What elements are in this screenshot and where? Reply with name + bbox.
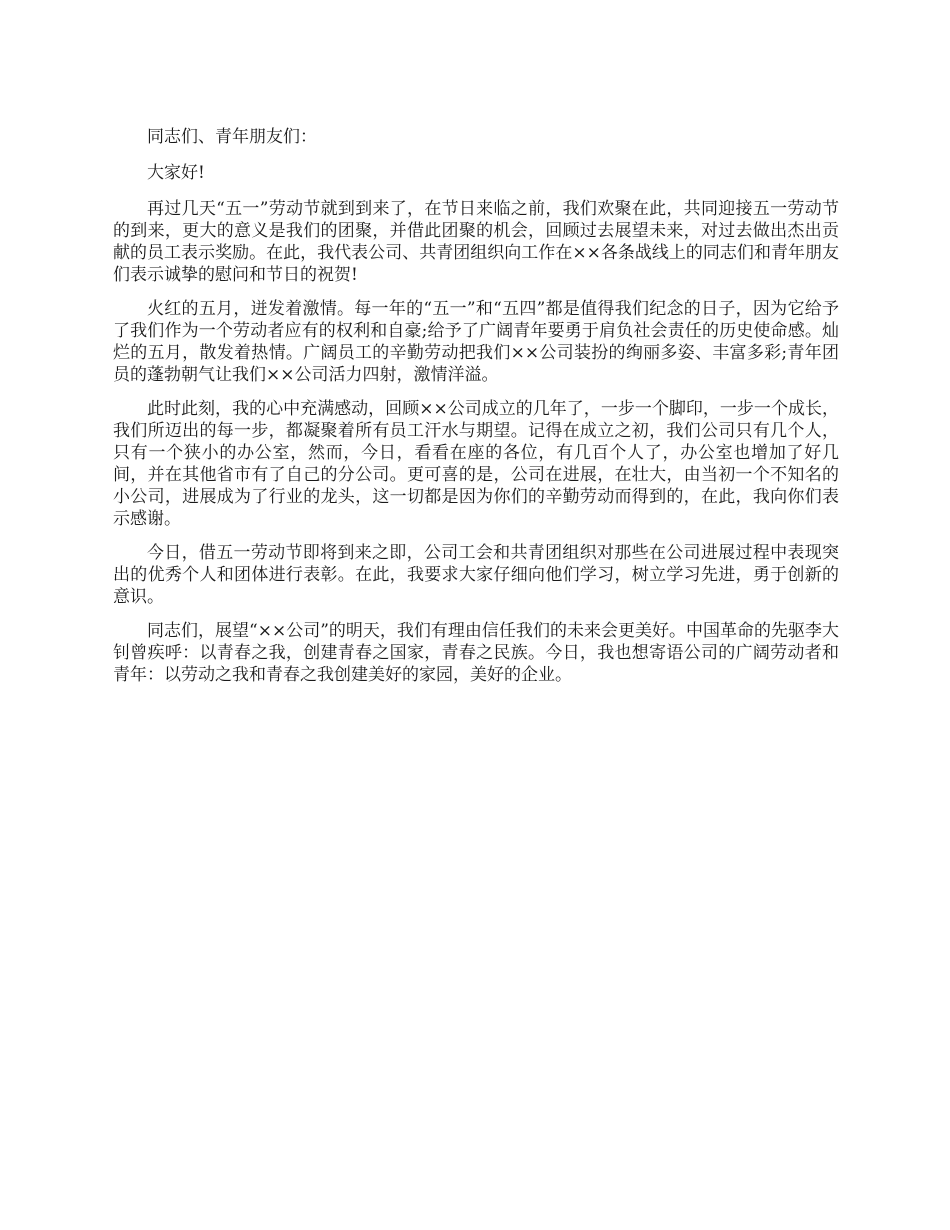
paragraph-closing: 同志们，展望“××公司”的明天，我们有理由信任我们的未来会更美好。中国革命的先驱李大钊曾疾呼：以青春之我，创建青春之国家，青春之民族。今日，我也想寄语公司的广阔劳动者和青年：以劳动之我和青春之我创建美好的家园，美好的企业。: [113, 621, 839, 685]
paragraph-commendation: 今日，借五一劳动节即将到来之即，公司工会和共青团组织对那些在公司进展过程中表现突出的优秀个人和团体进行表彰。在此，我要求大家仔细向他们学习，树立学习先进，勇于创新的意识。: [113, 543, 839, 607]
paragraph-holiday-intro: 再过几天“五一”劳动节就到到来了，在节日来临之前，我们欢聚在此，共同迎接五一劳动节的到来，更大的意义是我们的团聚，并借此团聚的机会，回顾过去展望未来，对过去做出杰出贡献的员工表示奖励。在此，我代表公司、共青团组织向工作在××各条战线上的同志们和青年朋友们表示诚挚的慰问和节日的祝贺!: [113, 199, 839, 285]
document-body: [113, 126, 839, 698]
paragraph-company-growth: 此时此刻，我的心中充满感动，回顾××公司成立的几年了，一步一个脚印，一步一个成长，我们所迈出的每一步，都凝聚着所有员工汗水与期望。记得在成立之初，我们公司只有几个人，只有一个狭小的办公室，然而，今日，看看在座的各位，有几百个人了，办公室也增加了好几间，并在其他省市有了自己的分公司。更可喜的是，公司在进展，在壮大，由当初一个不知名的小公司，进展成为了行业的龙头，这一切都是因为你们的辛勤劳动而得到的，在此，我向你们表示感谢。: [113, 399, 839, 529]
greeting-line: 大家好!: [147, 163, 205, 183]
salutation-line: 同志们、青年朋友们：: [147, 127, 317, 147]
paragraph-may-passion: 火红的五月，迸发着激情。每一年的“五一”和“五四”都是值得我们纪念的日子，因为它给予了我们作为一个劳动者应有的权利和自豪;给予了广阔青年要勇于肩负社会责任的历史使命感。灿烂的五月，散发着热情。广阔员工的辛勤劳动把我们××公司装扮的绚丽多姿、丰富多彩;青年团员的蓬勃朝气让我们××公司活力四射，激情洋溢。: [113, 299, 839, 385]
